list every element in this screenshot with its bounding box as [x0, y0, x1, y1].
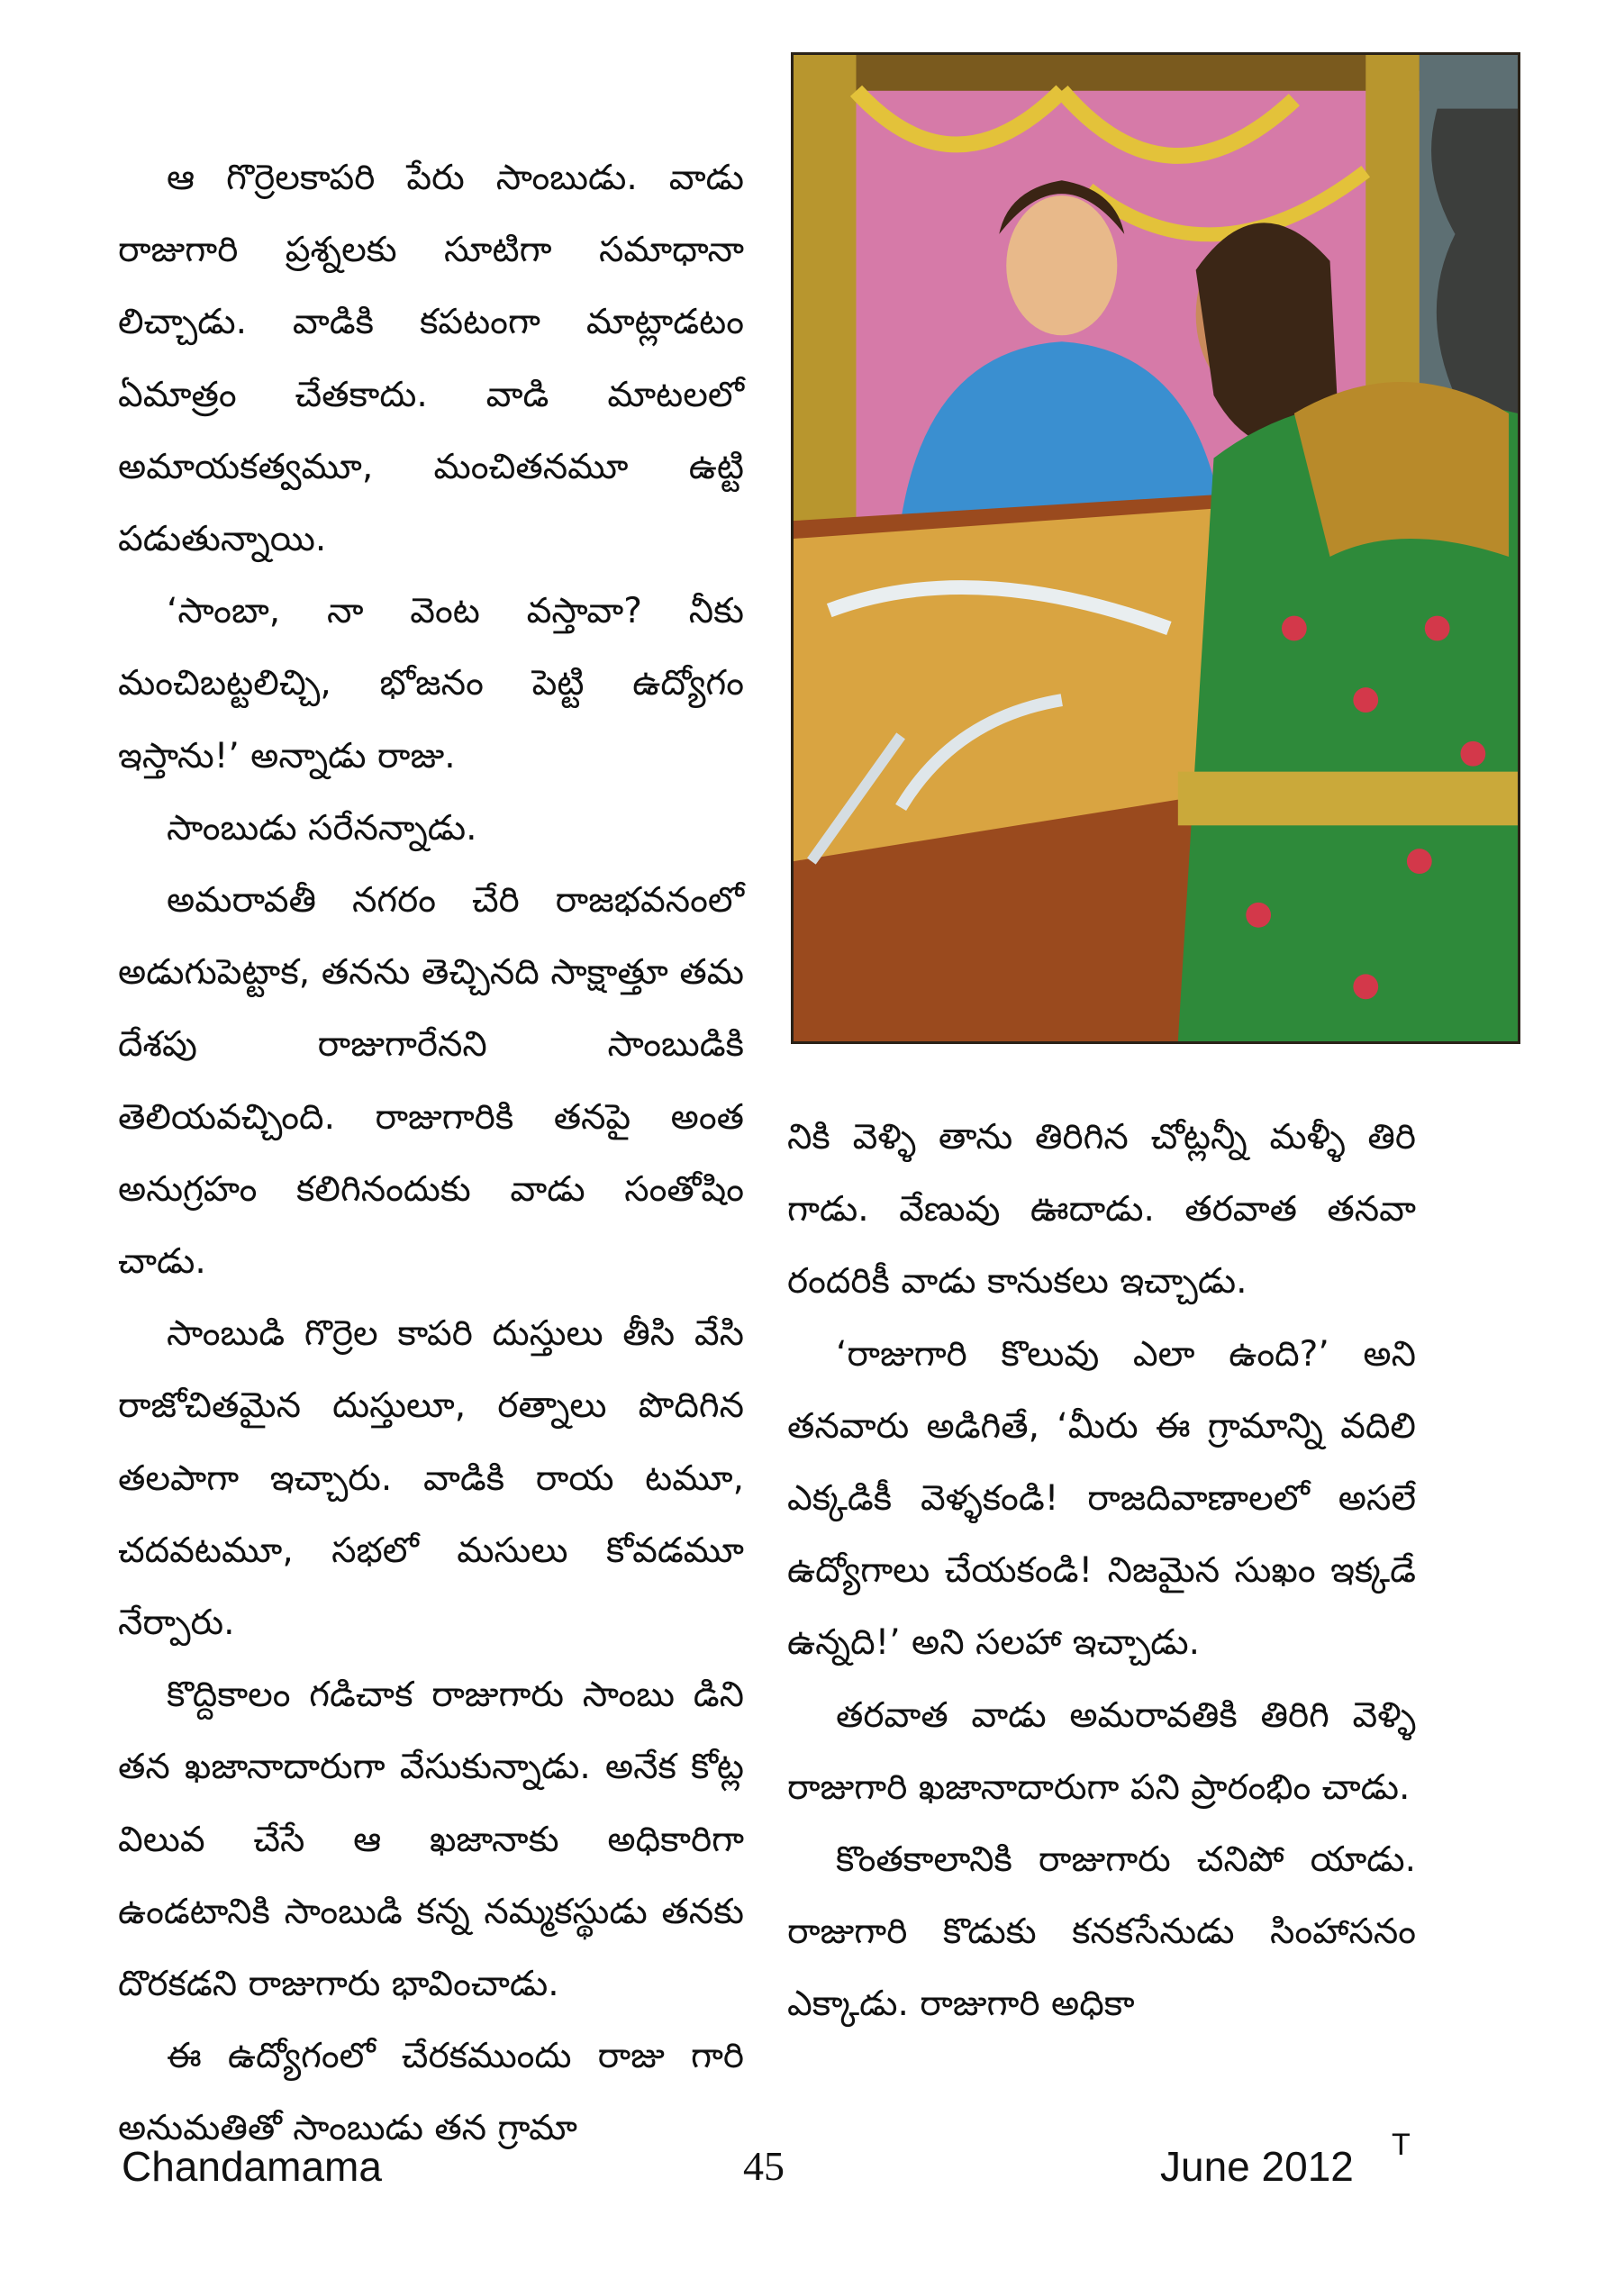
paragraph: ‘రాజుగారి కొలువు ఎలా ఉంది?’ అని తనవారు అడిగితే, ‘మీరు ఈ గ్రామాన్ని వదిలి ఎక్కడికీ వెళ్ళకండి! రాజదివాణాలలో అసలే ఉద్యోగాలు చేయకండి! నిజమైన సుఖం ఇక్కడే ఉన్నది!’ అని సలహా ఇచ్చాడు. — [787, 1333, 1416, 1664]
paragraph: కొంతకాలానికి రాజుగారు చనిపో యాడు. రాజుగారి కొడుకు కనకసేనుడు సింహాసనం ఎక్కాడు. రాజుగారి అధికా — [787, 1839, 1416, 2025]
robe-dot — [1425, 616, 1450, 641]
story-illustration — [791, 52, 1520, 1044]
page-number: 45 — [743, 2143, 785, 2189]
left-text-column — [118, 142, 744, 2166]
right-text-column — [787, 1102, 1416, 2041]
robe-dot — [1353, 687, 1378, 713]
paragraph: కొద్దికాలం గడిచాక రాజుగారు సాంబు డిని తన ఖజానాదారుగా వేసుకున్నాడు. అనేక కోట్ల విలువ చేసే ఆ ఖజానాకు అధికారిగా ఉండటానికి సాంబుడి కన్న నమ్మకస్థుడు తనకు దొరకడని రాజుగారు భావించాడు. — [118, 1675, 744, 2005]
paragraph: ఆ గొర్రెలకాపరి పేరు సాంబుడు. వాడు రాజుగారి ప్రశ్నలకు సూటిగా సమాధానా లిచ్చాడు. వాడికి కపటంగా మాట్లాడటం ఏమాత్రం చేతకాదు. వాడి మాటలలో అమాయకత్వమూ, మంచితనమూ ఉట్టి పడుతున్నాయి. — [118, 158, 744, 560]
paragraph: ‘సాంబా, నా వెంట వస్తావా? నీకు మంచిబట్టలిచ్చి, భోజనం పెట్టి ఉద్యోగం ఇస్తాను!’ అన్నాడు రాజు. — [118, 591, 744, 776]
footer-mark: T — [1392, 2128, 1411, 2162]
paragraph: ఈ ఉద్యోగంలో చేరకముందు రాజు గారి అనుమతితో సాంబుడు తన గ్రామా — [118, 2036, 744, 2149]
illustration-graphic — [794, 55, 1518, 1041]
king-sash — [1178, 772, 1518, 826]
paragraph: నికి వెళ్ళి తాను తిరిగిన చోట్లన్నీ మళ్ళీ తిరి గాడు. వేణువు ఊదాడు. తరవాత తనవా రందరికీ వాడు కానుకలు ఇచ్చాడు. — [787, 1117, 1416, 1303]
issue-date: June 2012 — [1160, 2143, 1354, 2190]
robe-dot — [1460, 741, 1485, 767]
magazine-name: Chandamama — [122, 2143, 382, 2190]
king-collar — [1294, 382, 1509, 557]
robe-dot — [1246, 903, 1271, 928]
young-man-face — [1006, 195, 1117, 335]
paragraph: తరవాత వాడు అమరావతికి తిరిగి వెళ్ళి రాజుగారి ఖజానాదారుగా పని ప్రారంభిం చాడు. — [787, 1694, 1416, 1808]
robe-dot — [1353, 974, 1378, 999]
paragraph: సాంబుడి గొర్రెల కాపరి దుస్తులు తీసి వేసి రాజోచితమైన దుస్తులూ, రత్నాలు పొదిగిన తలపాగా ఇచ్చారు. వాడికి రాయ టమూ, చదవటమూ, సభలో మసులు కోవడమూ నేర్పారు. — [118, 1313, 744, 1644]
robe-dot — [1407, 849, 1432, 874]
robe-dot — [1282, 616, 1307, 641]
paragraph: అమరావతీ నగరం చేరి రాజభవనంలో అడుగుపెట్టాక, తనను తెచ్చినది సాక్షాత్తూ తమ దేశపు రాజుగారేనని సాంబుడికి తెలియవచ్చింది. రాజుగారికి తనపై అంత అనుగ్రహం కలిగినందుకు వాడు సంతోషిం చాడు. — [118, 880, 744, 1283]
paragraph: సాంబుడు సరేనన్నాడు. — [167, 807, 477, 849]
